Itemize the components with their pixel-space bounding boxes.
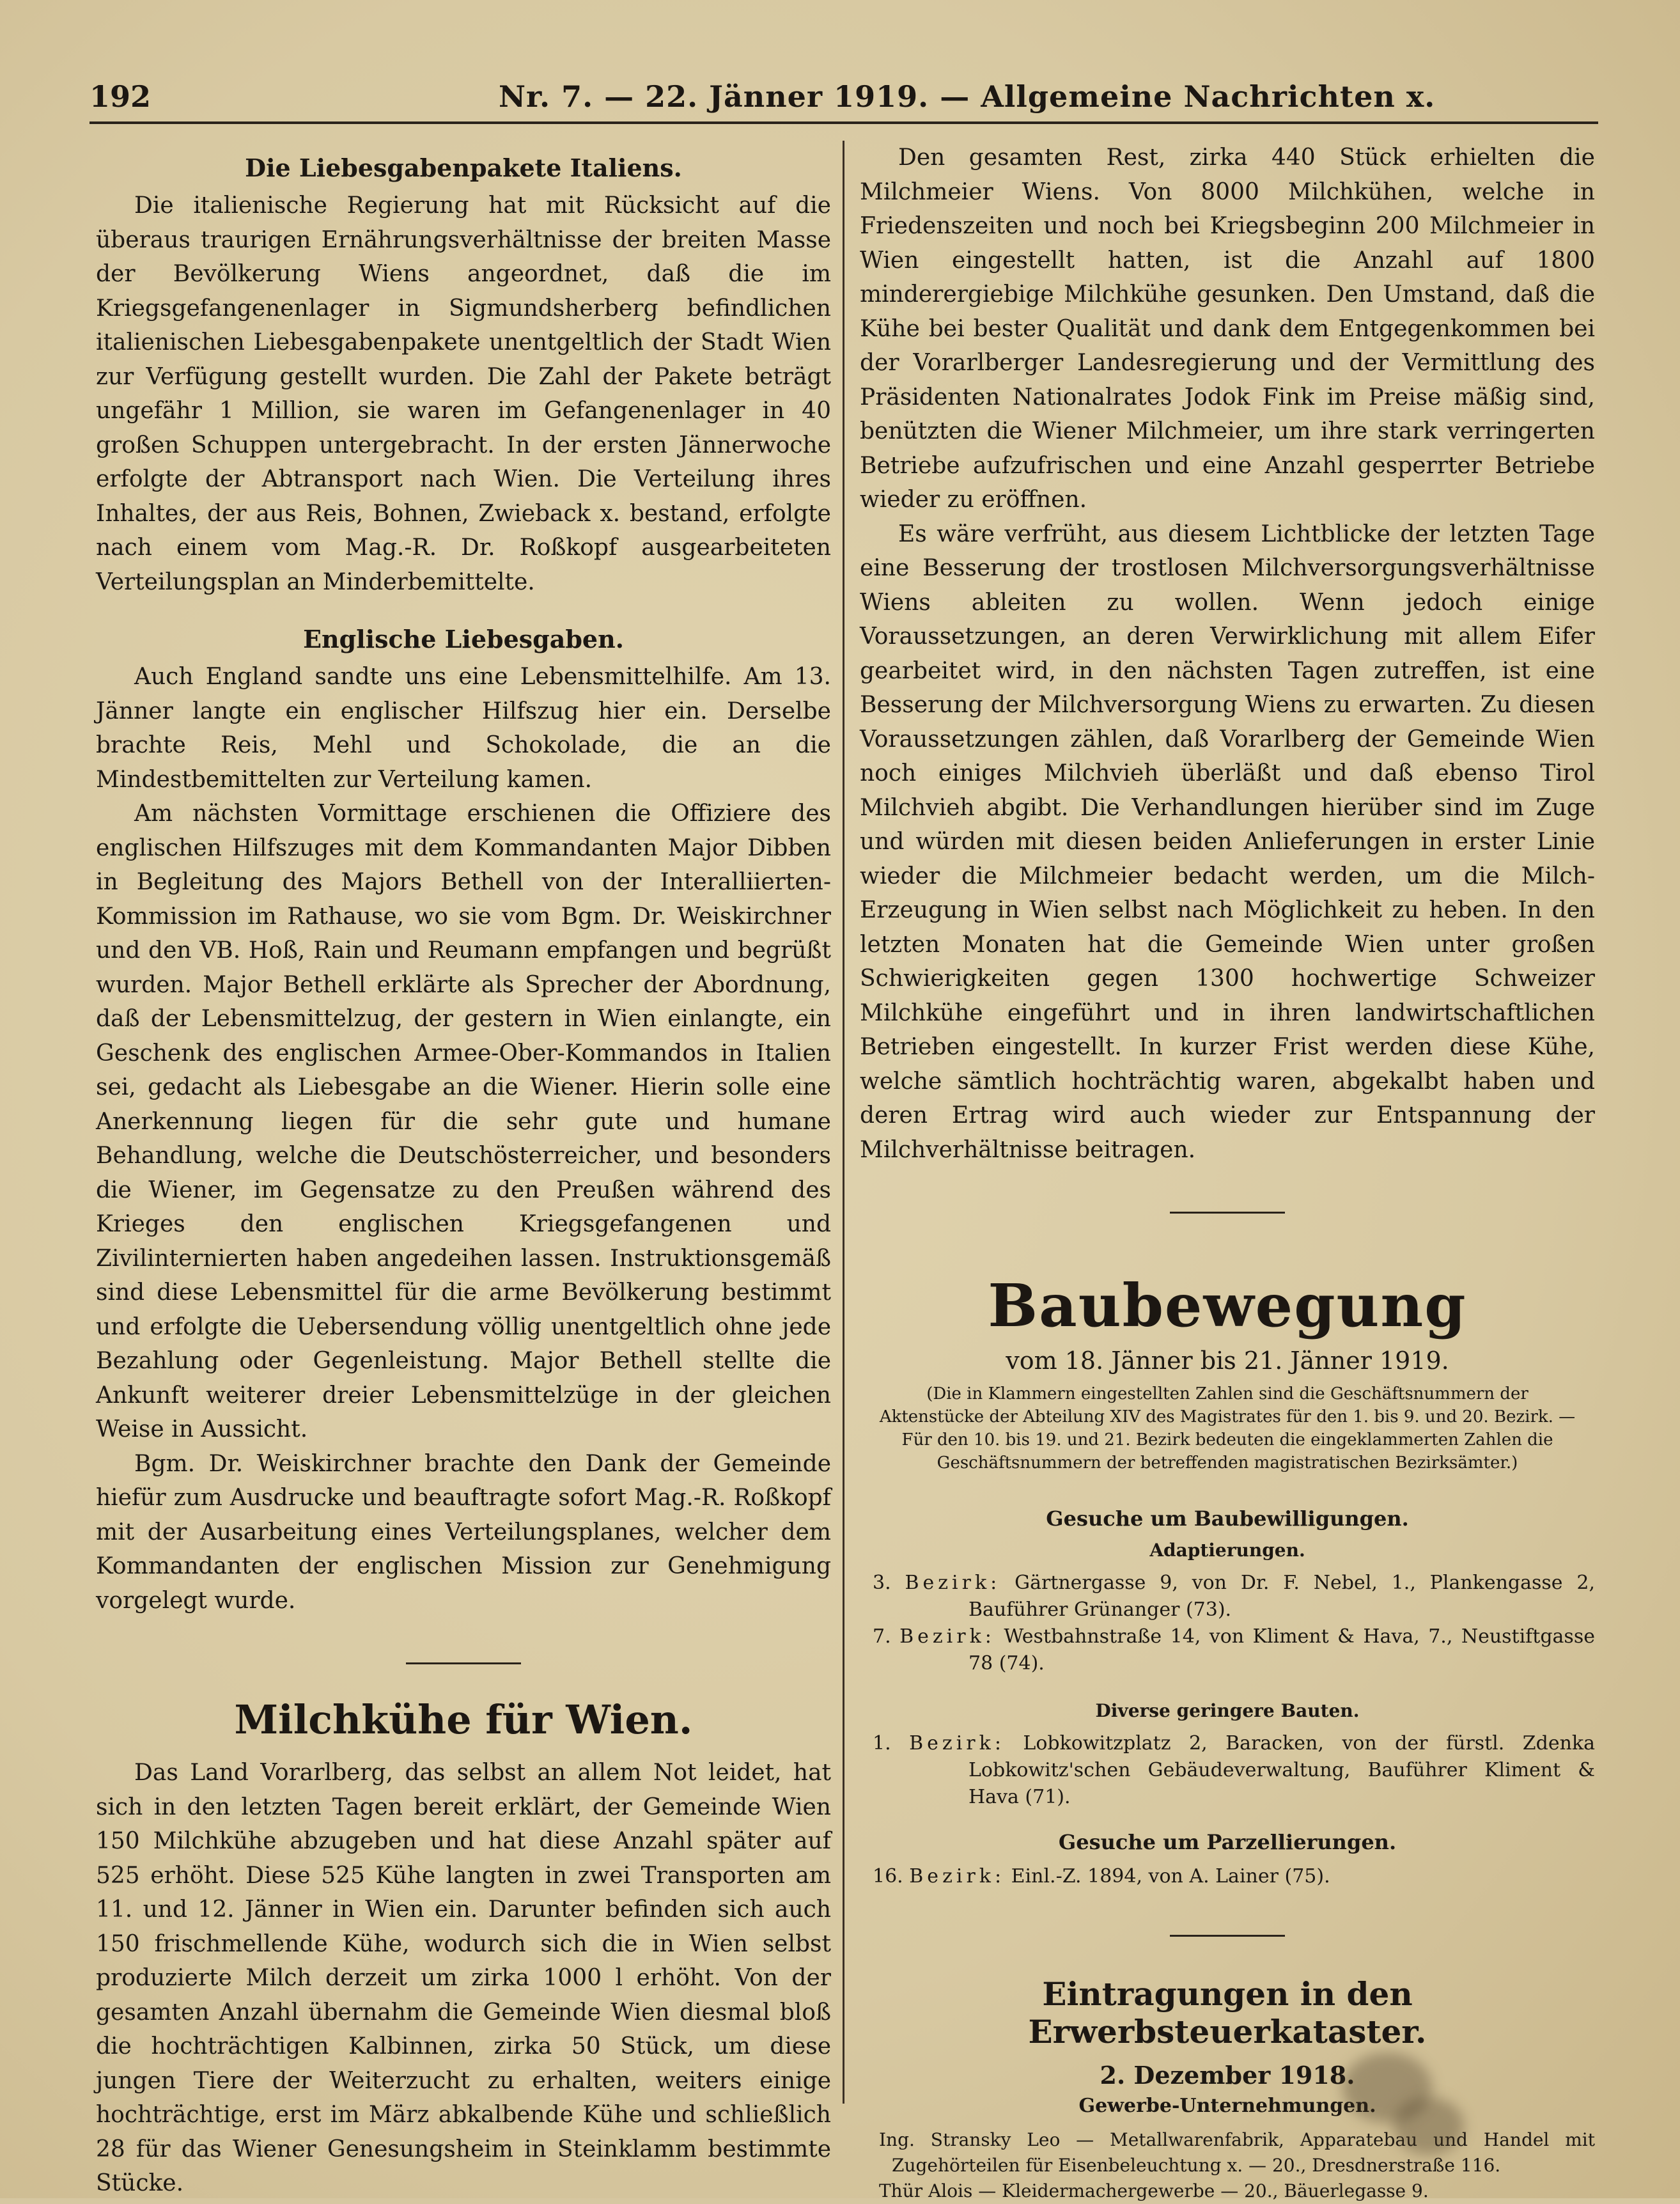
bau-entry: [860, 1623, 1595, 1677]
entry-bezirk: Bezirk:: [909, 1865, 1006, 1887]
page-number: 192: [89, 79, 152, 114]
bau-entry: [860, 1570, 1595, 1623]
article-title-england: Englische Liebesgaben.: [303, 625, 624, 653]
article-paragraph: Bgm. Dr. Weiskirchner brachte den Dank der Gemeinde hiefür zum Ausdrucke und beauftragte sofort Mag.-R. Roßkopf mit der Ausarbeitung eines Verteilungsplanes, welcher dem Kommandanten der englischen Mission zur Genehmigung vorgelegt wurde.: [96, 1450, 831, 1614]
paper-stain: [1394, 2097, 1464, 2155]
header-rule: [89, 121, 1598, 124]
erwerb-entry: Thür Alois — Kleidermachergewerbe — 20., Bäuerlegasse 9.: [879, 2180, 1429, 2201]
erwerbsteuer-title: Eintragungen in den Erwerbsteuerkataster.: [1028, 1975, 1427, 2051]
baubewegung-note: (Die in Klammern eingestellten Zahlen sind die Geschäftsnummern der Aktenstücke der Abteilung XIV des Magistrates für den 1. bis 9. und 20. Bezirk. — Für den 10. bis 19. und 21. Bezirk bedeuten die eingeklammerten Zahlen die Geschäftsnummern der betreffenden magistratischen Bezirksämter.): [879, 1384, 1576, 1473]
erwerbsteuer-date: 2. Dezember 1918.: [1100, 2061, 1355, 2090]
subsection-heading: Adaptierungen.: [1149, 1540, 1305, 1561]
bau-entry: [860, 1730, 1595, 1811]
entry-number: 1.: [873, 1732, 891, 1755]
bau-entry: [860, 1863, 1595, 1890]
column-divider: [843, 141, 844, 2104]
article-paragraph: Das Land Vorarlberg, das selbst an allem Not leidet, hat sich in den letzten Tagen bereit erklärt, der Gemeinde Wien 150 Milchkühe abzugeben und hat diese Anzahl später auf 525 erhöht. Diese 525 Kühe langten in zwei Transporten am 11. und 12. Jänner in Wien ein. Darunter befinden sich auch 150 frischmellende Kühe, wodurch sich die in Wien selbst produzierte Milch derzeit um zirka 1000 l erhöht. Von der gesamten Anzahl übernahm die Gemeinde Wien diesmal bloß die hochträchtigen Kalbinnen, zirka 50 Stück, um diese jungen Tiere der Weiterzucht zu erhalten, weiters einige hochträchtige, erst im März abkalbende Kühe und schließlich 28 für das Wiener Genesungsheim in Steinklamm bestimmte Stücke.: [96, 1760, 831, 2196]
article-paragraph: Auch England sandte uns eine Lebensmittelhilfe. Am 13. Jänner langte ein englischer Hilfszug hier ein. Derselbe brachte Reis, Mehl und Schokolade, die an die Mindestbemittelten zur Verteilung kamen.: [96, 664, 831, 793]
baubewegung-title: Baubewegung: [988, 1271, 1467, 1340]
entry-text: Einl.-Z. 1894, von A. Lainer (75).: [1011, 1865, 1330, 1887]
section-rule: [1170, 1935, 1285, 1937]
article-title-italien: Die Liebesgabenpakete Italiens.: [245, 153, 682, 182]
subsection-heading: Gewerbe-Unternehmungen.: [1078, 2095, 1376, 2117]
entry-bezirk: Bezirk:: [909, 1732, 1005, 1755]
entry-number: 3.: [873, 1572, 891, 1594]
article-paragraph: Am nächsten Vormittage erschienen die Offiziere des englischen Hilfszuges mit dem Kommandanten Major Dibben in Begleitung des Majors Bethell von der Interalliierten-Kommission im Rathause, wo sie vom Bgm. Dr. Weiskirchner und den VB. Hoß, Rain und Reumann empfangen und begrüßt wurden. Major Bethell erklärte als Sprecher der Abordnung, daß der Lebensmittelzug, der gestern in Wien einlangte, ein Geschenk des englischen Armee-Ober-Kommandos in Italien sei, gedacht als Liebesgabe an die Wiener. Hierin solle eine Anerkennung liegen für die sehr gute und humane Behandlung, welche die Deutschösterreicher, und besonders die Wiener, im Gegensatze zu den Preußen während des Krieges den englischen Kriegsgefangenen und Zivilinternierten haben angedeihen lassen. Instruktionsgemäß sind diese Lebensmittel für die arme Bevölkerung bestimmt und erfolgte die Uebersendung völlig unentgeltlich ohne jede Bezahlung oder Gegenleistung. Major Bethell stellte die Ankunft weiterer dreier Lebensmittelzüge in der gleichen Weise in Aussicht.: [96, 801, 831, 1442]
baubewegung-subtitle: vom 18. Jänner bis 21. Jänner 1919.: [1006, 1347, 1449, 1375]
entry-bezirk: Bezirk:: [905, 1572, 1001, 1594]
article-paragraph: Die italienische Regierung hat mit Rücksicht auf die überaus traurigen Ernährungsverhältnisse der breiten Masse der Bevölkerung Wiens angeordnet, daß die im Kriegsgefangenenlager in Sigmundsherberg befindlichen italienischen Liebesgabenpakete unentgeltlich der Stadt Wien zur Verfügung gestellt wurden. Die Zahl der Pakete beträgt ungefähr 1 Million, sie waren im Gefangenenlager in 40 großen Schuppen untergebracht. In der ersten Jännerwoche erfolgte der Abtransport nach Wien. Die Verteilung ihres Inhaltes, der aus Reis, Bohnen, Zwieback x. bestand, erfolgte nach einem vom Mag.-R. Dr. Roßkopf ausgearbeiteten Verteilungsplan an Minderbemittelte.: [96, 192, 831, 595]
section-heading: Gesuche um Baubewilligungen.: [1046, 1506, 1409, 1531]
entry-text: Lobkowitzplatz 2, Baracken, von der fürstl. Zdenka Lobkowitz'schen Gebäudeverwaltung, Bauführer Kliment & Hava (71).: [968, 1732, 1595, 1808]
entry-text: Westbahnstraße 14, von Kliment & Hava, 7., Neustiftgasse 78 (74).: [968, 1625, 1595, 1675]
section-rule: [406, 1662, 521, 1664]
entry-number: 7.: [873, 1625, 891, 1648]
erwerb-entry: Ing. Stransky Leo — Metallwarenfabrik, Apparatebau und Handel mit Zugehörteilen für Eisenbeleuchtung x. — 20., Dresdnerstraße 116.: [879, 2129, 1595, 2176]
page-header: [89, 66, 1611, 124]
entry-text: Gärtnergasse 9, von Dr. F. Nebel, 1., Plankengasse 2, Bauführer Grünanger (73).: [968, 1572, 1595, 1621]
article-paragraph: Den gesamten Rest, zirka 440 Stück erhielten die Milchmeier Wiens. Von 8000 Milchkühen, welche in Friedenszeiten und noch bei Kriegsbeginn 200 Milchmeier in Wien eingestellt hatten, ist die Anzahl auf 1800 minderergiebige Milchkühe gesunken. Den Umstand, daß die Kühe bei bester Qualität und dank dem Entgegenkommen bei der Vorarlberger Landesregierung und der Vermittlung des Präsidenten Nationalrates Jodok Fink im Preise mäßig sind, benützten die Wiener Milchmeier, um ihre stark verringerten Betriebe aufzufrischen und eine Anzahl gesperrter Betriebe wieder zu eröffnen.: [860, 145, 1595, 513]
left-column: [96, 141, 831, 2201]
article-title-milchkuehe: Milchkühe für Wien.: [234, 1696, 693, 1743]
entry-number: 16.: [873, 1865, 903, 1887]
article-paragraph: Es wäre verfrüht, aus diesem Lichtblicke der letzten Tage eine Besserung der trostlosen Milchversorgungsverhältnisse Wiens ableiten zu wollen. Wenn jedoch einige Voraussetzungen, an deren Verwirklichung mit allem Eifer gearbeitet wird, in den nächsten Tagen zutreffen, ist eine Besserung der Milchversorgung Wiens zu erwarten. Zu diesen Voraussetzungen zählen, daß Vorarlberg der Gemeinde Wien noch einiges Milchvieh überläßt und daß ebenso Tirol Milchvieh abgibt. Die Verhandlungen hierüber sind im Zuge und würden mit diesen beiden Anlieferungen in erster Linie wieder die Milchmeier bedacht werden, um die Milch-Erzeugung in Wien selbst nach Möglichkeit zu heben. In den letzten Monaten hat die Gemeinde Wien unter großen Schwierigkeiten gegen 1300 hochwertige Schweizer Milchkühe eingeführt und in ihren landwirtschaftlichen Betrieben eingestellt. In kurzer Frist werden diese Kühe, welche sämtlich hochträchtig waren, abgekalbt haben und deren Ertrag wird auch wieder zur Entspannung der Milchverhältnisse beitragen.: [860, 520, 1595, 1163]
running-title: Nr. 7. — 22. Jänner 1919. — Allgemeine Nachrichten x.: [499, 79, 1436, 114]
section-heading: Gesuche um Parzellierungen.: [1058, 1830, 1397, 1854]
entry-bezirk: Bezirk:: [899, 1625, 995, 1648]
subsection-heading: Diverse geringere Bauten.: [1095, 1700, 1360, 1721]
right-column: [860, 141, 1595, 2204]
section-rule: [1170, 1212, 1285, 1214]
